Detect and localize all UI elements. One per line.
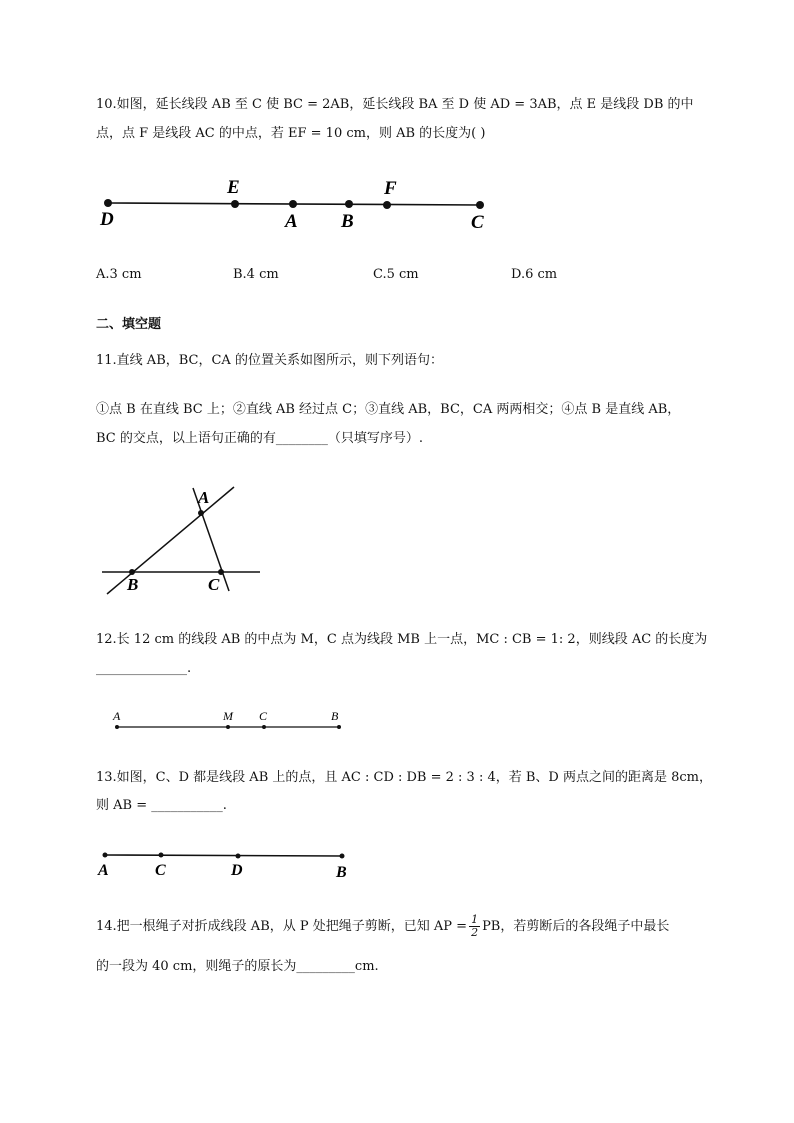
q12-point-b bbox=[337, 725, 341, 729]
q14-text-line1 bbox=[96, 911, 669, 943]
q12-label-m: M bbox=[223, 709, 233, 723]
q13-point-d bbox=[236, 854, 241, 859]
q12-point-c bbox=[262, 725, 266, 729]
q10-text-line2: 点，点 F 是线段 AC 的中点，若 EF = 10 cm，则 AB 的长度为( ) bbox=[96, 126, 486, 141]
q10-point-b bbox=[345, 200, 353, 208]
q14-fraction bbox=[469, 914, 480, 939]
q14-text-post: PB，若剪断后的各段绳子中最长 bbox=[482, 919, 670, 934]
q14-fraction-numerator: 1 bbox=[471, 913, 479, 926]
q13-label-d: D bbox=[231, 862, 243, 879]
q10-point-f bbox=[383, 201, 391, 209]
q10-option-b: B.4 cm bbox=[233, 267, 279, 282]
q11-text-line1: 11.直线 AB，BC，CA 的位置关系如图所示，则下列语句： bbox=[96, 353, 443, 368]
q14-text-line2: 的一段为 40 cm，则绳子的原长为_________cm. bbox=[96, 959, 379, 974]
q11-label-c: C bbox=[208, 575, 220, 594]
q11-text-line3: BC 的交点，以上语句正确的有________（只填写序号）. bbox=[96, 431, 424, 446]
q10-label-b: B bbox=[341, 211, 354, 232]
q12-label-a: A bbox=[113, 709, 121, 723]
q13-text-line1: 13.如图，C、D 都是线段 AB 上的点，且 AC : CD : DB = 2 : 3 : 4，若 B、D 两点之间的距离是 8cm， bbox=[96, 770, 712, 785]
section-heading-fill-in: 二、填空题 bbox=[96, 317, 162, 332]
q10-label-d: D bbox=[100, 209, 114, 230]
q10-point-c bbox=[476, 201, 484, 209]
q10-text-line1: 10.如图，延长线段 AB 至 C 使 BC = 2AB，延长线段 BA 至 D 使 AD = 3AB，点 E 是线段 DB 的中 bbox=[96, 97, 694, 112]
q10-option-a: A.3 cm bbox=[96, 267, 142, 282]
q12-label-b: B bbox=[331, 709, 339, 723]
q10-figure bbox=[99, 177, 484, 233]
q11-point-a bbox=[198, 510, 204, 516]
q10-label-a: A bbox=[285, 211, 298, 232]
q10-label-c: C bbox=[471, 212, 484, 233]
q10-label-f: F bbox=[384, 178, 397, 199]
q11-label-b: B bbox=[127, 575, 139, 594]
q13-label-a: A bbox=[98, 862, 109, 879]
q12-text-line1: 12.长 12 cm 的线段 AB 的中点为 M，C 点为线段 MB 上一点，MC : CB = 1: 2，则线段 AC 的长度为 bbox=[96, 632, 708, 647]
q12-label-c: C bbox=[259, 709, 268, 723]
q12-point-m bbox=[226, 725, 230, 729]
q13-figure bbox=[97, 853, 347, 882]
q14-text-pre: 14.把一根绳子对折成线段 AB，从 P 处把绳子剪断，已知 AP = bbox=[96, 919, 468, 934]
q10-option-c: C.5 cm bbox=[373, 267, 419, 282]
q13-text-line2: 则 AB = ___________. bbox=[96, 798, 227, 813]
q13-point-c bbox=[159, 853, 164, 858]
q13-label-b: B bbox=[336, 864, 347, 881]
q11-label-a: A bbox=[198, 488, 210, 507]
q10-label-e: E bbox=[227, 177, 240, 198]
q12-answer-blank: ______________. bbox=[96, 661, 192, 676]
q14-fraction-denominator: 2 bbox=[471, 926, 479, 939]
q10-option-d: D.6 cm bbox=[511, 267, 558, 282]
q11-text-line2: ①点 B 在直线 BC 上；②直线 AB 经过点 C；③直线 AB，BC，CA 两两相交；④点 B 是直线 AB， bbox=[96, 402, 681, 417]
q12-point-a bbox=[115, 725, 119, 729]
q13-point-b bbox=[340, 854, 345, 859]
q10-point-a bbox=[289, 200, 297, 208]
q13-segment bbox=[105, 855, 342, 856]
q10-point-d bbox=[104, 199, 112, 207]
q10-point-e bbox=[231, 200, 239, 208]
q12-figure bbox=[112, 709, 341, 729]
q13-point-a bbox=[103, 853, 108, 858]
q13-label-c: C bbox=[155, 862, 166, 879]
q11-figure bbox=[102, 487, 260, 594]
